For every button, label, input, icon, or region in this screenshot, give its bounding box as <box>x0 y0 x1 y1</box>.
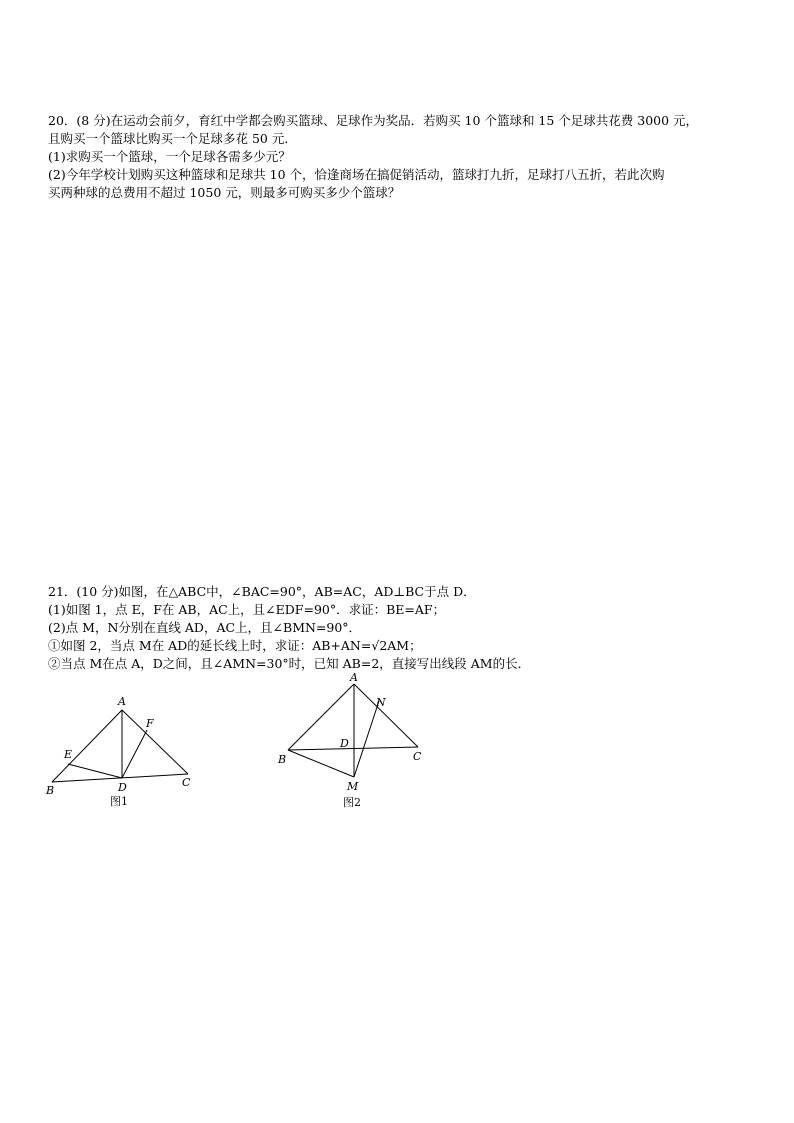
figure-2-caption: 图2 <box>343 796 361 809</box>
figure-2 <box>270 670 430 810</box>
q20-part-1: (1)求购买一个篮球，一个足球各需多少元？ <box>48 149 291 164</box>
label-b: B <box>46 784 55 797</box>
label-e: E <box>64 748 73 761</box>
sqrt2: √2 <box>371 638 388 653</box>
q20-line-2: 且购买一个篮球比购买一个足球多花 50 元． <box>48 131 297 146</box>
label-d: D <box>340 737 349 750</box>
segment-mn <box>354 701 379 777</box>
q21-part-2-i <box>48 637 758 655</box>
label-d: D <box>118 781 127 794</box>
q21-part-2-i-text: ①如图 2，当点 M在 AD的延长线上时，求证：AB+AN= <box>48 638 372 653</box>
q20-part-2-cont: 买两种球的总费用不超过 1050 元，则最多可购买多少个篮球？ <box>48 185 401 200</box>
label-m: M <box>347 780 359 793</box>
figure-1-caption: 图1 <box>110 795 128 808</box>
q20-part-2: (2)今年学校计划购买这种篮球和足球共 10 个，恰逢商场在搞促销活动，篮球打九折，足球打八五折，若此次购 <box>48 167 665 182</box>
label-f: F <box>146 717 154 730</box>
segment-ac <box>122 710 188 774</box>
q21-line-1: 21．(10 分)如图，在△ABC中，∠BAC=90°，AB=AC，AD⊥BC于点 D． <box>48 584 476 599</box>
figure-1-diagram <box>40 690 200 810</box>
figure-2-diagram <box>270 670 430 810</box>
label-c: C <box>413 750 422 763</box>
label-b: B <box>278 753 287 766</box>
label-c: C <box>182 776 191 789</box>
segment-ab <box>52 710 122 782</box>
q21-part-2: (2)点 M，N分别在直线 AD，AC上，且∠BMN=90°． <box>48 620 362 635</box>
question-20 <box>48 112 758 202</box>
segment-df <box>122 730 147 778</box>
segment-bc <box>288 747 418 750</box>
q20-line-1: 20．(8 分)在运动会前夕，育红中学都会购买篮球、足球作为奖品．若购买 10 个篮球和 15 个足球共花费 3000 元， <box>48 113 699 128</box>
q21-part-2-ii: ②当点 M在点 A，D之间，且∠AMN=30°时，已知 AB=2，直接写出线段 AM的长． <box>48 656 531 671</box>
q21-part-2-i-end: AM； <box>387 638 422 653</box>
label-a: A <box>350 671 358 684</box>
segment-ed <box>68 764 122 778</box>
label-a: A <box>118 695 126 708</box>
q21-part-1: (1)如图 1，点 E，F在 AB，AC上，且∠EDF=90°．求证：BE=AF； <box>48 602 446 617</box>
question-21 <box>48 583 758 673</box>
segment-bm <box>288 750 354 777</box>
figure-1 <box>40 690 200 810</box>
label-n: N <box>376 696 386 709</box>
segment-ac <box>354 684 418 747</box>
